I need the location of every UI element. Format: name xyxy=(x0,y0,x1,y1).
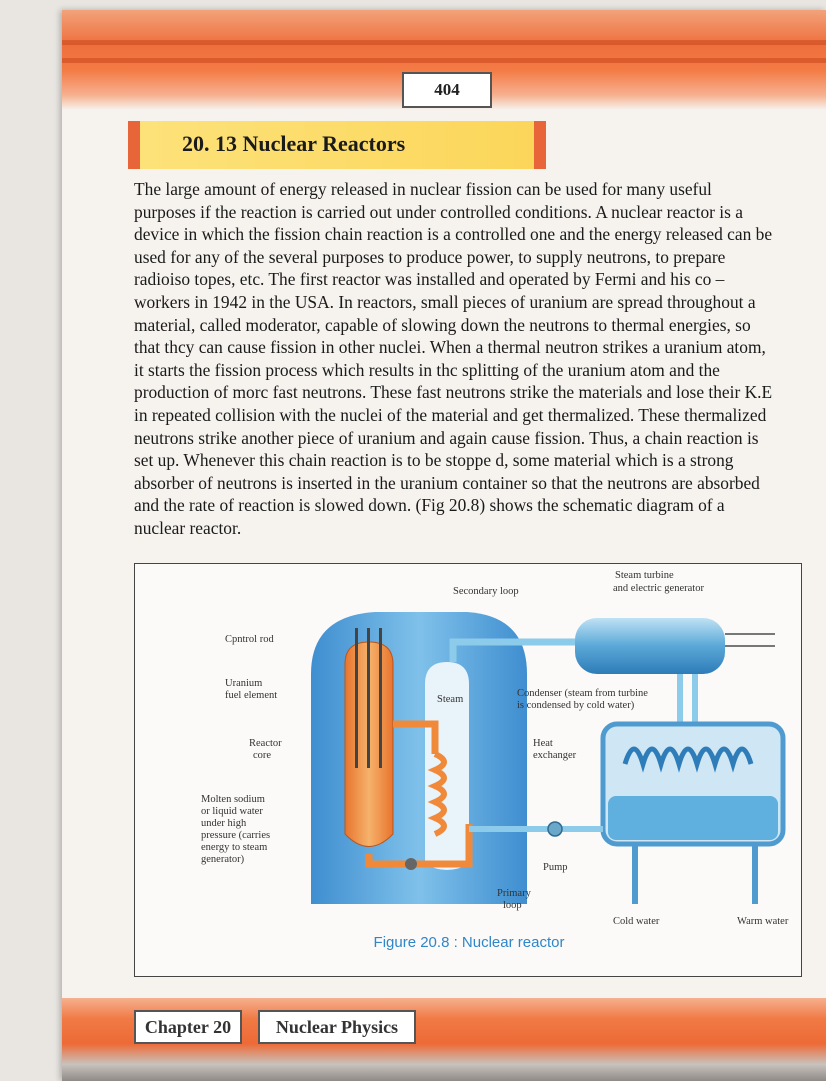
label-uranium: Uranium xyxy=(225,678,263,689)
label-molten-sodium: generator) xyxy=(201,854,245,865)
label-warm-water: Warm water xyxy=(737,916,789,927)
reactor-diagram xyxy=(135,564,803,978)
chapter-title: Nuclear Physics xyxy=(258,1010,416,1044)
label-pump: Pump xyxy=(543,862,568,873)
label-condenser: is condensed by cold water) xyxy=(517,700,635,711)
label-steam-turbine: Steam turbine xyxy=(615,570,674,581)
containment-vessel xyxy=(311,612,527,904)
paragraph-text: The large amount of energy released in nuclear fission can be used for many useful purposes if the reaction is carried out under controlled conditions. A nuclear reactor is a device in which the fission chain reaction is a controlled one and the energy released can be used for any of the several purposes to produce power, to supply neutrons, to prepare radioiso topes, etc. The first reactor was installed and operated by Fermi and his co –workers in 1942 in the USA. In reactors, small pieces of uranium are spread throughout a material, called moderator, capable of slowing down the neutrons to thermal energies, so that thcy can cause fission in other nuclei. When a thermal neutron strikes a uranium atom, it starts the fission process which results in thc splitting of the uranium atom and the production of morc fast neutrons. These fast neutrons strike the materials and lose their K.E in repeated collision with the nuclei of the material and get thermalized. These thermalized neutrons strike another piece of uranium and again cause fission. Thus, a chain reaction is set up. Whenever this chain reaction is to be stoppe d, some material which is a strong absorber of neutrons is inserted in the uranium container so that the neutrons are absorbed and the rate of reaction is slowed down. (Fig 20.8) shows the schematic diagram of a nuclear reactor. xyxy=(134,179,773,538)
textbook-page xyxy=(62,10,826,1081)
header-stripe xyxy=(62,40,826,45)
label-condenser: Condenser (steam from turbine xyxy=(517,688,648,699)
label-molten-sodium: pressure (carries xyxy=(201,830,271,841)
primary-pump xyxy=(405,858,417,870)
label-molten-sodium: under high xyxy=(201,818,247,829)
label-primary-loop: loop xyxy=(503,900,522,911)
label-primary-loop: Primary xyxy=(497,888,531,899)
steam-turbine xyxy=(575,618,725,674)
label-cold-water: Cold water xyxy=(613,916,660,927)
section-heading-box xyxy=(128,121,546,169)
chapter-label: Chapter 20 xyxy=(134,1010,242,1044)
body-paragraph xyxy=(134,178,774,540)
control-rod xyxy=(379,628,382,768)
label-heat-exchanger: Heat xyxy=(533,738,553,749)
condenser-water xyxy=(608,796,778,840)
label-reactor-core: Reactor xyxy=(249,738,282,749)
label-molten-sodium: or liquid water xyxy=(201,806,263,817)
header-stripe xyxy=(62,58,826,63)
secondary-pump xyxy=(548,822,562,836)
label-secondary-loop: Secondary loop xyxy=(453,586,519,597)
figure-caption: Figure 20.8 : Nuclear reactor xyxy=(373,934,565,951)
label-molten-sodium: energy to steam xyxy=(201,842,268,853)
section-heading: 20. 13 Nuclear Reactors xyxy=(182,131,406,156)
label-reactor-core: core xyxy=(253,750,272,761)
page-number: 404 xyxy=(402,72,492,108)
label-uranium: fuel element xyxy=(225,690,278,701)
label-steam-turbine: and electric generator xyxy=(613,583,704,594)
label-heat-exchanger: exchanger xyxy=(533,750,577,761)
label-steam: Steam xyxy=(437,694,464,705)
label-control-rod: Cpntrol rod xyxy=(225,634,274,645)
label-molten-sodium: Molten sodium xyxy=(201,794,265,805)
control-rod xyxy=(355,628,358,768)
control-rod xyxy=(367,628,370,768)
figure-nuclear-reactor xyxy=(134,563,802,977)
